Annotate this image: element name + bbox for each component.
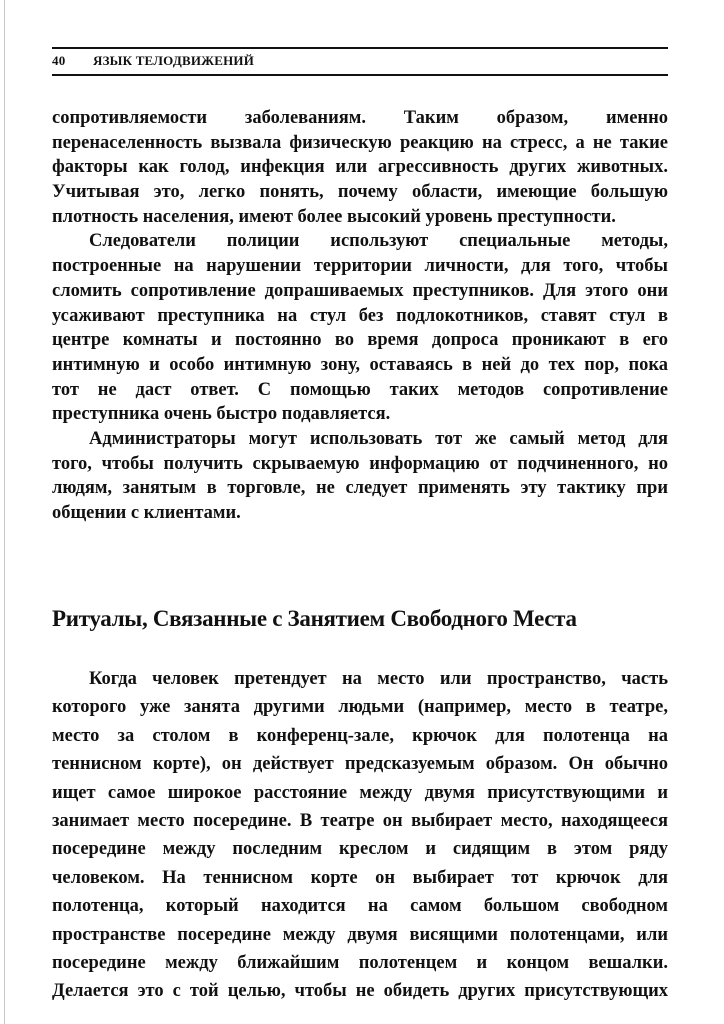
text-line: того, чтобы получить скрываемую информацию от подчиненного, но [52,453,668,474]
running-header [52,53,254,69]
text-line: общении с клиентами. [52,503,241,523]
section-heading: Ритуалы, Связанные с Занятием Свободного Места [52,606,577,631]
text-line: центре комнаты и постоянно во время допроса проникают в его [52,330,668,351]
text-line: факторы как голод, инфекция или агрессивность других животных. [52,157,668,178]
text-line: людям, занятым в торговле, не следует применять эту тактику при [52,478,668,499]
text-line: посередине между ближайшим полотенцем и концом вешалки. [52,952,668,973]
text-line: место за столом в конференц-зале, крючок для полотенца на [52,725,668,746]
text-line: Когда человек претендует на место или пространство, часть [89,669,668,689]
text-line: теннисном корте), он действует предсказуемым образом. Он обычно [52,754,668,775]
text-line: тот не даст ответ. С помощью таких методов сопротивление [52,379,668,400]
text-line: перенаселенность вызвала физическую реакцию на стресс, а не такие [52,132,668,153]
header-rule-top [52,47,668,49]
text-line: пространстве посередине между двумя висящими полотенцами, или [52,924,668,945]
header-rule-bottom [52,74,668,76]
text-line: занимает место посередине. В театре он выбирает место, находящееся [52,810,668,831]
body-text-bottom [52,665,668,1006]
text-line: преступника очень быстро подавляется. [52,404,391,425]
text-line: посередине между последним креслом и сидящим в этом ряду [52,839,668,860]
paragraph [52,106,668,229]
text-line: полотенца, который находится на самом большом свободном [52,896,668,917]
text-line: усаживают преступника на стул без подлокотников, ставят стул в [52,305,668,326]
text-line: плотность населения, имеют более высокий уровень преступности. [52,206,616,227]
text-line: человеком. На теннисном корте он выбирает тот крючок для [52,867,668,888]
text-line: Администраторы могут использовать тот же самый метод для [89,428,668,449]
paragraph [52,665,668,1006]
text-line: сопротивляемости заболеваниям. Таким образом, именно [52,108,668,128]
text-line: ищет самое широкое расстояние между двумя присутствующими и [52,782,668,803]
page-edge [4,0,5,1024]
text-line: интимную и особо интимную зону, оставаясь в ней до тех пор, пока [52,354,668,375]
paragraph [52,427,668,526]
paragraph [52,229,668,427]
body-text-top [52,106,668,526]
text-line: сломить сопротивление допрашиваемых преступников. Для этого они [52,280,668,301]
running-title: ЯЗЫК ТЕЛОДВИЖЕНИЙ [93,53,254,68]
page-number: 40 [52,53,66,68]
text-line: Учитывая это, легко понять, почему области, имеющие большую [52,182,668,203]
text-line: построенные на нарушении территории личности, для того, чтобы [52,256,668,277]
text-line: Следователи полиции используют специальные методы, [89,231,668,252]
text-line: которого уже занята другими людьми (например, место в театре, [52,697,668,718]
text-line: Делается это с той целью, чтобы не обидеть других присутствующих [52,981,668,1002]
